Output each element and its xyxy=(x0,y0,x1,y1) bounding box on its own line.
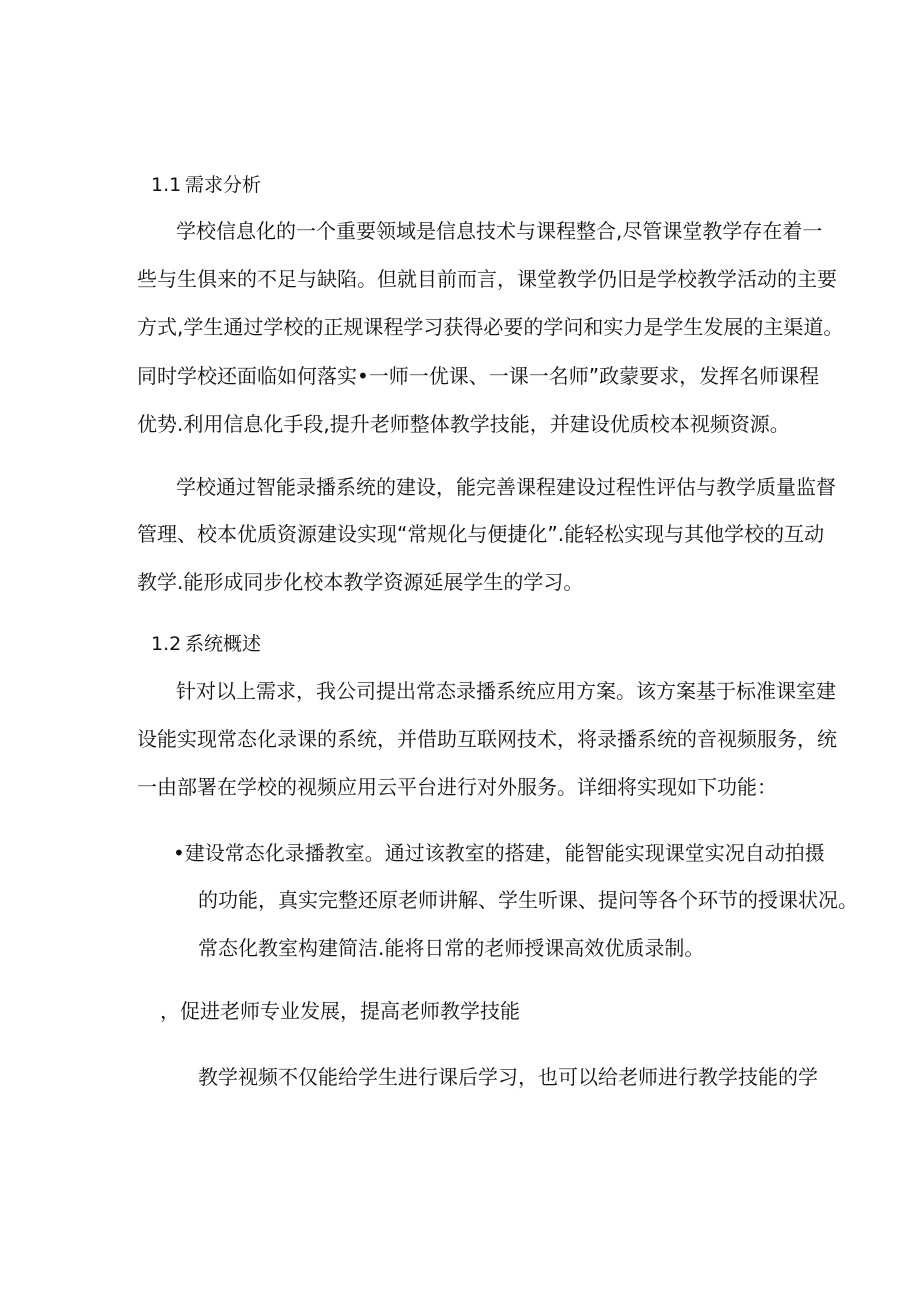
paragraph-line: 针对以上需求，我公司提出常态录播系统应用方案。该方案基于标准课室建 xyxy=(176,679,836,703)
section-number: 1.1 xyxy=(151,174,182,196)
sub-heading: ，促进老师专业发展，提高老师教学技能 xyxy=(160,999,520,1023)
section-number: 1.2 xyxy=(151,633,182,655)
bullet-line: 常态化教室构建简洁.能将日常的老师授课高效优质录制。 xyxy=(198,936,705,960)
section-heading-1-2 xyxy=(151,632,261,656)
section-heading-1-1 xyxy=(151,173,261,197)
paragraph-line: 一由部署在学校的视频应用云平台进行对外服务。详细将实现如下功能： xyxy=(137,775,777,799)
bullet-line: 的功能，真实完整还原老师讲解、学生听课、提问等各个环节的授课状况。 xyxy=(198,888,858,912)
paragraph-line: 管理、校本优质资源建设实现“常规化与便捷化”.能轻松实现与其他学校的互动 xyxy=(137,522,825,546)
paragraph-line: 方式,学生通过学校的正规课程学习获得必要的学问和实力是学生发展的主渠道。 xyxy=(137,315,844,339)
section-title: 需求分析 xyxy=(185,174,262,196)
paragraph-line: 学校信息化的一个重要领域是信息技术与课程整合,尽管课堂教学存在着一 xyxy=(176,219,823,243)
paragraph-line: 同时学校还面临如何落实•一师一优课、一课一名师”政蒙要求，发挥名师课程 xyxy=(137,364,820,388)
paragraph-line: 些与生俱来的不足与缺陷。但就目前而言，课堂教学仍旧是学校教学活动的主要 xyxy=(137,267,837,291)
paragraph-line: 优势.利用信息化手段,提升老师整体教学技能，并建设优质校本视频资源。 xyxy=(137,412,790,436)
paragraph-line: 教学视频不仅能给学生进行课后学习，也可以给老师进行教学技能的学 xyxy=(198,1065,818,1089)
section-title: 系统概述 xyxy=(185,633,262,655)
paragraph-line: 设能实现常态化录课的系统，并借助互联网技术，将录播系统的音视频服务，统 xyxy=(137,727,837,751)
paragraph-line: 教学.能形成同步化校本教学资源延展学生的学习。 xyxy=(137,570,584,594)
bullet-line: •建设常态化录播教室。通过该教室的搭建，能智能实现课堂实况自动拍摄 xyxy=(173,841,825,865)
paragraph-line: 学校通过智能录播系统的建设，能完善课程建设过程性评估与教学质量监督 xyxy=(176,475,836,499)
